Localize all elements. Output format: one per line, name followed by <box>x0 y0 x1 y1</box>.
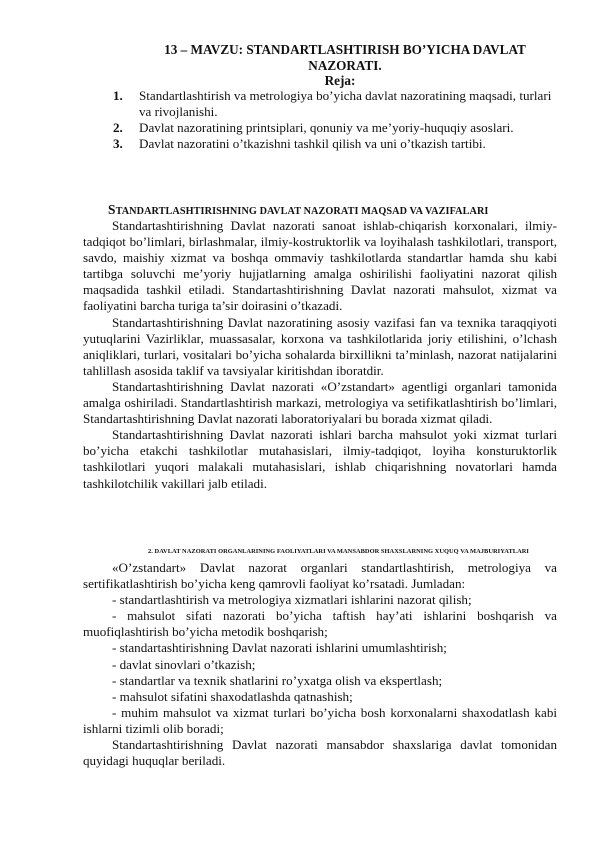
plan-heading: Reja: <box>324 73 356 88</box>
paragraph: Standartashtirishning Davlat nazorati ishlari barcha mahsulot yoki xizmat turlari bo’yicha etakchi tashkilotlar mutahasislari, ilmiy-tadqiqot, loyiha konsturuktorlik tashkilotlari yuqori malakali mutahasislari, ishlab chiqarishning novatorlari hamda tashkilotchilik vakillari jalb etiladi. <box>83 427 557 491</box>
plan-item-text: Davlat nazoratini o’tkazishni tashkil qilish va uni o’tkazish tartibi. <box>139 136 486 152</box>
list-item: - mahsulot sifatini shaxodatlashda qatnashish; <box>112 688 353 704</box>
plan-item <box>113 120 553 136</box>
list-item: - mahsulot sifati nazorati bo’yicha taftish hay’ati ishlarini boshqarish va muofiqlashtirish bo’yicha metodik boshqarish; <box>83 608 557 640</box>
title-line-2: NAZORATI. <box>308 57 382 73</box>
section-2-heading: 2. DAVLAT NAZORATI ORGANLARINING FAOLIYATLARI VA MANSABDOR SHAXSLARNING XUQUQ VA MAJBURIYATLARI <box>148 548 529 555</box>
section-1-body <box>83 218 557 492</box>
plan-item-number: 2. <box>113 120 123 136</box>
section-2-body <box>83 560 557 769</box>
plan-item-number: 3. <box>113 136 123 152</box>
list-item: - standartashtirishning Davlat nazorati ishlarini umumlashtirish; <box>112 640 447 656</box>
section-1-heading-initial: S <box>108 202 116 217</box>
paragraph: Standartashtirishning Davlat nazorati sanoat ishlab-chiqarish korxonalari, ilmiy-tadqiqot bo’limlari, birlashmalar, ilmiy-kostruktorlik va loyihalash tashkilotlari, transport, savdo, maishiy xizmat va boshqa ommaviy tashkilotlarda standartlar hamda shu kabi tartibga soluvchi me’yoriy hujjatlarning amalga oshirilishi faoliyatini nazorat qilish maqsadida tashkil etiladi. Standartashtirishning Davlat nazorati mahsulot, xizmat va faoliyatini barcha turiga ta’sir doirasini o’tkazadi. <box>83 218 557 314</box>
list-item: - standartlashtirish va metrologiya xizmatlari ishlarini nazorat qilish; <box>112 592 472 608</box>
plan-item-text: Standartlashtirish va metrologiya bo’yicha davlat nazoratining maqsadi, turlari va rivojlanishi. <box>139 88 552 120</box>
paragraph: Standartashtirishning Davlat nazorati «O’zstandart» agentligi organlari tamonida amalga oshiriladi. Standartlashtirish markazi, metrologiya va setifikatlashtirish bo’limlari, Standartashtirishning Davlat nazorati laboratoriyalari bu borada xizmat qiladi. <box>83 378 557 427</box>
title-line-1: 13 – MAVZU: STANDARTLASHTIRISH BO’YICHA DAVLAT <box>164 42 526 57</box>
section-1-heading-rest: TANDARTLASHTIRISHNING DAVLAT NAZORATI MAQSAD VA VAZIFALARI <box>115 206 489 217</box>
plan-list <box>113 88 553 152</box>
paragraph: Standartashtirishning Davlat nazorati mansabdor shaxslariga davlat tomonidan quyidagi huquqlar beriladi. <box>83 737 557 769</box>
list-item: - muhim mahsulot va xizmat turlari bo’yicha bosh korxonalarni shaxodatlash kabi ishlarni tizimli olib boradi; <box>83 704 557 736</box>
plan-item-number: 1. <box>113 88 123 103</box>
plan-item-text: Davlat nazoratining printsiplari, qonuniy va me’yoriy-huquqiy asoslari. <box>139 120 514 136</box>
paragraph: «O’zstandart» Davlat nazorat organlari standartlashtirish, metrologiya va sertifikatlashtirish bo’yicha keng qamrovli faoliyat ko’rsatadi. Jumladan: <box>83 560 557 592</box>
plan-item <box>113 136 553 152</box>
plan-item <box>113 88 553 120</box>
page-title <box>130 42 560 73</box>
paragraph: Standartashtirishning Davlat nazoratining asosiy vazifasi fan va texnika taraqqiyoti yutuqlarini Vazirliklar, muassasalar, korxona va tashkilotlarida joriy etilishini, o’lchash aniqliklari, turlari, vositalari bo’yicha sohalarda birxillikni ta’minlash, nazorat natijalarini tahlillash asosida taklif va tavsiyalar kiritishdan iboratdir. <box>83 314 557 378</box>
list-item: - standartlar va texnik shatlarini ro’yxatga olish va ekspertlash; <box>112 672 443 688</box>
list-item: - davlat sinovlari o’tkazish; <box>112 656 256 672</box>
